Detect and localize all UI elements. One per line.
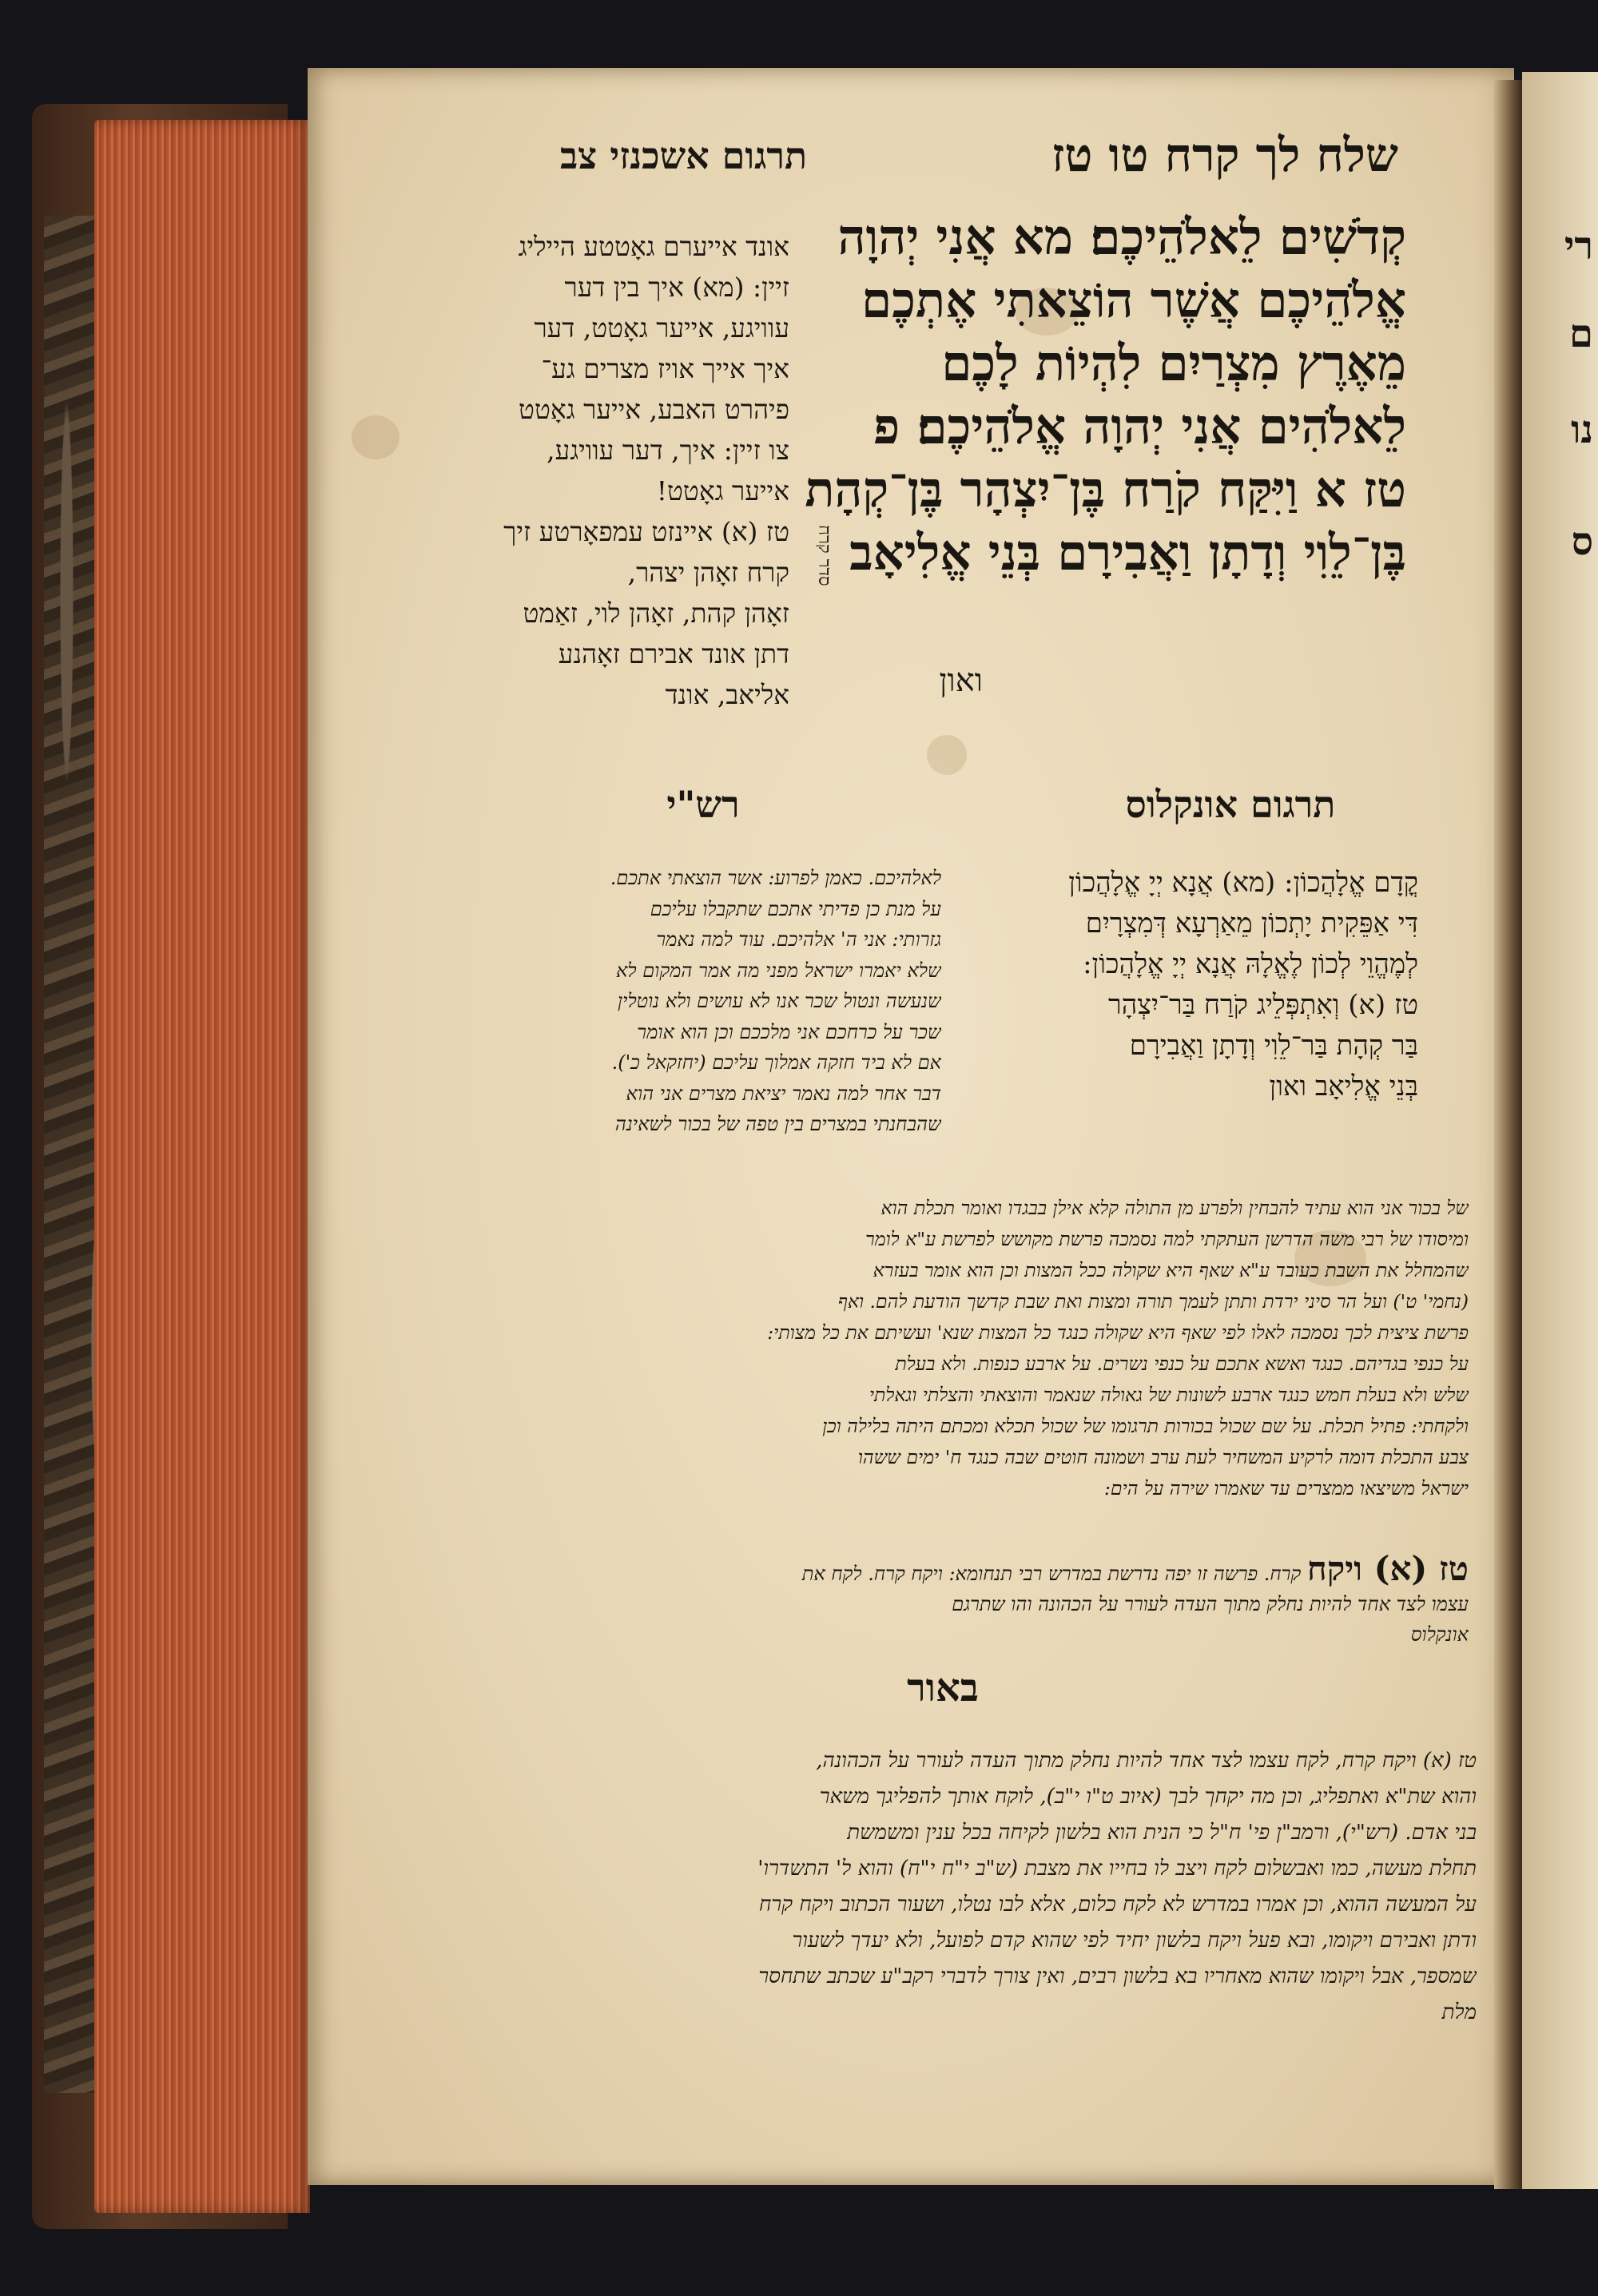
rashi-line: אם לא ביד חזקה אמלוך עליכם (יחזקאל כ').	[611, 1051, 941, 1074]
rashi-line: ישראל משיצאו ממצרים עד שאמרו שירה על הים:	[1103, 1477, 1469, 1500]
rashi-line: גזרותי: אני ה' אלהיכם. עוד למה נאמר	[656, 928, 941, 951]
rashi-line: עצמו לצד אחד להיות נחלק מתוך העדה לעורר על הכהונה והו שתרגם	[952, 1593, 1469, 1615]
yiddish-line: זיין: (מא) איך בין דער	[564, 272, 789, 303]
parsha-running-header: שלח לך קרח טו טז	[1051, 128, 1398, 182]
rashi-column-block	[438, 863, 941, 1140]
onkelos-heading: תרגום אונקלוס	[1125, 783, 1336, 826]
biur-line: והוא שת"א ואתפליג, וכן מה יקחך לבך (איוב ט"ו י"ב), לוקח אותך להפליגך משאר	[819, 1785, 1477, 1809]
next-page-fragment: רי	[1564, 224, 1593, 268]
torah-line: קְדֹשִׁים לֵאלֹהֵיכֶם׃ מא אֲנִי יְהוָה	[837, 209, 1406, 266]
rashi-line: שלא יאמרו ישראל מפני מה אמר המקום לא	[615, 959, 941, 982]
rashi-line: על מנת כן פדיתי אתכם שתקבלו עליכם	[650, 897, 941, 920]
yiddish-line: אליאב, אונד	[665, 679, 789, 710]
biur-line: שמספר, אבל ויקומו שהוא מאחריו בא בלשון רבים, ואין צורך לדברי רקב"ע שכתב שתחסר	[758, 1964, 1477, 1988]
yiddish-translation-block	[438, 226, 789, 715]
rashi-line: ולקחתי: פתיל תכלת. על שם שכול בכורות תרגומו של שכול תכלא ומכתם היתה בלילה וכן	[822, 1415, 1469, 1437]
rashi-line: (נחמי' ט') ועל הר סיני ירדת ותתן לעמך תורה ומצות ואת שבת קדשך הודעת להם. ואף	[837, 1290, 1469, 1313]
rashi-line: של בכור אני הוא עתיד להבחין ולפרע מן התולה קלא אילן בבגדו ואומר תכלת הוא	[880, 1197, 1469, 1219]
biur-line: תחלת מעשה, כמו ואבשלום לקח ויצב לו בחייו את מצבת (ש"ב י"ח י"ח) והוא ל' התשדרו'	[757, 1857, 1477, 1881]
biur-line: בני אדם. (רש"י), ורמב"ן פי' ח"ל כי הנית הוא בלשון לקיחה בכל ענין ומשמשת	[847, 1821, 1477, 1845]
page-edges	[94, 120, 310, 2213]
torah-catchword: ואון	[939, 662, 983, 699]
onkelos-line: בְּנֵי אֱלִיאָב ואון	[1269, 1071, 1418, 1102]
rashi-line: שלש ולא בעלת חמש כנגד ארבע לשונות של גאולה שנאמר והוצאתי והצלתי וגאלתי	[869, 1384, 1469, 1406]
next-page-fragment: נו	[1571, 407, 1593, 452]
rashi-line: שכר על כרחכם אני מלככם וכן הוא אומר	[637, 1020, 941, 1043]
next-page-fragment: ם	[1569, 312, 1593, 356]
page-stain	[927, 735, 967, 775]
rashi-line: על כנפי בגדיהם. כנגד ואשא אתכם על כנפי נשרים. על ארבע כנפות. ולא בעלת	[895, 1353, 1469, 1375]
yiddish-line: דתן אונד אבירם זאָהנע	[558, 638, 789, 669]
yiddish-line: פיהרט האבע, אייער גאָטט	[519, 394, 789, 425]
torah-line: מֵאֶרֶץ מִצְרַיִם לִהְיוֹת לָכֶם	[941, 336, 1406, 392]
biur-line: על המעשה ההוא, וכן אמרו במדרש לא לקח כלום, אלא לבו נטלו, ושעור הכתוב ויקח קרח	[758, 1893, 1477, 1917]
rashi-line: לאלהיכם. כאמן לפרוע: אשר הוצאתי אתכם.	[610, 867, 941, 889]
biur-line: מלת	[1441, 2000, 1477, 2024]
page-stain	[352, 415, 400, 459]
book-gutter	[1494, 80, 1524, 2189]
biur-line: ודתן ואבירם ויקומו, ובא פעל ויקח בלשון יחיד לפי שהוא קדם לפועל, ולא יעדך לשעור	[792, 1929, 1477, 1952]
torah-line: לֵאלֹהִים אֲנִי יְהוָה אֱלֹהֵיכֶם׃ פ	[873, 399, 1406, 455]
rashi-text: קרח. פרשה זו יפה נדרשת במדרש רבי תנחומא: ויקח קרח. לקח את	[801, 1563, 1302, 1585]
yiddish-line: אייער גאָטט!	[656, 475, 789, 506]
margin-label: סדר קרח	[814, 524, 834, 586]
yiddish-line: איך אייך אויז מצרים גע־	[541, 353, 789, 384]
biur-line: טז (א) ויקח קרח, לקח עצמו לצד אחד להיות נחלק מתוך העדה לעורר על הכהונה,	[816, 1749, 1477, 1773]
next-page-fragment: ס	[1571, 519, 1593, 564]
rashi-vayikach-block	[438, 1554, 1469, 1650]
rashi-line: דבר אחר למה נאמר יציאת מצרים אני הוא	[626, 1082, 941, 1105]
rashi-keyword: טז (א) ויקח	[1306, 1554, 1469, 1588]
rashi-line: ומיסודו של רבי משה הדרשן העתקתי למה נסמכה פרשת מקושש לפרשת ע"א לומר	[865, 1228, 1469, 1250]
yiddish-line: קרח זאָהן יצהר,	[627, 557, 789, 588]
yiddish-line: עוויגע, אייער גאָטט, דער	[534, 312, 789, 344]
torah-line: אֱלֹהֵיכֶם אֲשֶׁר הוֹצֵאתִי אֶתְכֶם	[861, 272, 1406, 329]
yiddish-line: זאָהן קהת, זאָהן לוי, זאַמט	[523, 598, 789, 629]
rashi-line: שנעשה ונטול שכר אנו לא עושים ולא נוטלין	[618, 990, 941, 1012]
onkelos-line: קֳדָם אֱלָהֲכוֹן: (מא) אֲנָא יְיָ אֱלָהֲכוֹן	[1068, 867, 1418, 899]
targum-ashkenazi-running-header: תרגום אשכנזי צב	[559, 134, 807, 177]
rashi-line	[438, 1554, 1469, 1589]
rashi-line: אונקלוס	[1410, 1623, 1469, 1646]
rashi-line: שהמחלל את השבת כעובד ע"א שאף היא שקולה ככל המצות וכן הוא אומר בעזרא	[873, 1259, 1469, 1281]
torah-line: טז א וַיִּקַּח קֹרַח בֶּן־יִצְהָר בֶּן־קְהָת	[805, 462, 1406, 518]
rashi-heading: רש"י	[666, 783, 740, 826]
yiddish-line: אונד אייערם גאָטטע הייליג	[518, 231, 789, 262]
onkelos-block	[947, 863, 1418, 1107]
onkelos-line: בַּר קְהָת בַּר־לֵוִי וְדָתָן וַאֲבִירָם	[1129, 1030, 1418, 1062]
rashi-line: צבע התכלת דומה לרקיע המשחיר לעת ערב ושמונה חוטים שבה כנגד ח' ימים ששהו	[857, 1446, 1469, 1468]
biur-heading: באור	[907, 1666, 979, 1710]
onkelos-line: טז (א) וְאִתְפְּלֵיג קֹרַח בַּר־יִצְהָר	[1108, 989, 1418, 1021]
next-page-sliver	[1522, 72, 1598, 2189]
yiddish-line: טז (א) איינזט עמפאָרטע זיך	[503, 516, 789, 547]
onkelos-line: לְמֶהֱוֵי לְכוֹן לֶאֱלָהּ אֲנָא יְיָ אֱלָהֲכוֹן:	[1083, 948, 1418, 980]
onkelos-line: דִּי אַפֵּקִית יָתְכוֹן מֵאַרְעָא דְּמִצְרָיִם	[1085, 908, 1418, 939]
torah-line: בֶּן־לֵוִי וְדָתָן וַאֲבִירָם בְּנֵי אֱלִיאָב	[849, 525, 1406, 582]
torah-text-block	[799, 206, 1406, 585]
rashi-fullwidth-block	[438, 1193, 1469, 1504]
rashi-line: פרשת ציצית לכך נסמכה לאלו לפי שאף היא שקולה כנגד כל המצות שנא' ועשיתם את כל מצותי:	[767, 1321, 1469, 1344]
biur-block	[438, 1743, 1477, 2031]
rashi-line: שהבחנתי במצרים בין טפה של בכור לשאינה	[614, 1113, 941, 1135]
yiddish-line: צו זיין: איך, דער עוויגע,	[547, 435, 789, 466]
